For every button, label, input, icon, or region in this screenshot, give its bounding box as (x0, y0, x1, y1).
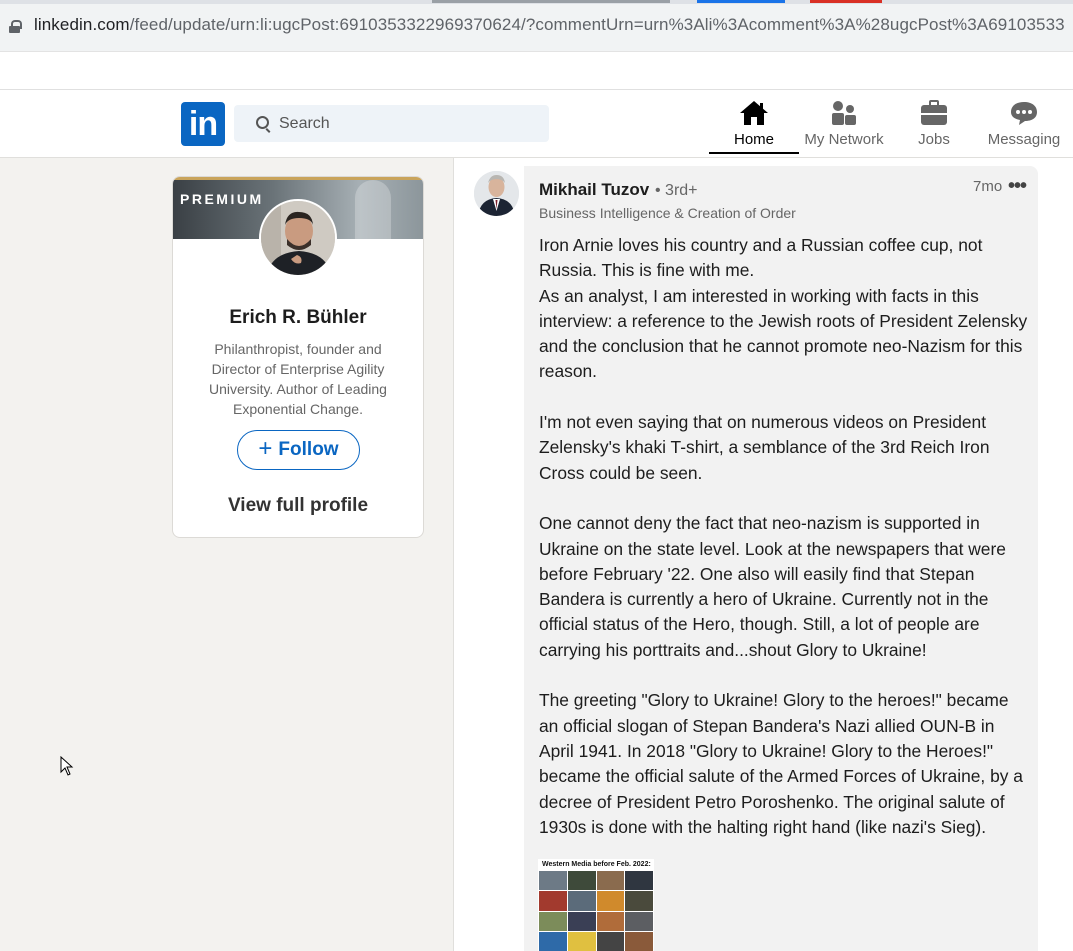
premium-badge: PREMIUM (180, 191, 264, 207)
follow-button[interactable] (237, 430, 360, 470)
search-box[interactable] (234, 105, 549, 142)
nav-home-label: Home (733, 131, 774, 148)
bookmarks-bar (0, 52, 1073, 90)
comment-paragraph: As an analyst, I am interested in working with facts in this interview: a reference to the Jewish roots of President Zelensky and the conclusion that he cannot promote neo-Nazism for this reason. (539, 285, 1028, 382)
nav-messaging-label: Messaging (987, 131, 1061, 148)
home-icon (739, 100, 769, 131)
comment-author-headline: Business Intelligence & Creation of Order (539, 205, 796, 221)
image-collage (539, 871, 653, 951)
people-icon (830, 100, 858, 131)
plus-icon: + (258, 435, 273, 462)
connection-degree: • 3rd+ (655, 182, 698, 199)
profile-card (172, 176, 424, 538)
url-text[interactable]: linkedin.com/feed/update/urn:li:ugcPost:6910353322969370624/?commentUrn=urn%3Ali%3Acomment%3A%28ugcPost%3A69103533 (34, 15, 1065, 34)
follow-label: Follow (278, 439, 339, 460)
comment-paragraph: One cannot deny the fact that neo-nazism is supported in Ukraine on the state level. Look at the newspapers that were before February '22. One also will easily find that Stepan Bandera is currently a hero of Ukraine. Currently not in the official status of the Hero, though. Still, a lot of people are carrying his porttraits and...shout Glory to Ukraine! (539, 513, 1006, 660)
nav-jobs[interactable] (889, 90, 979, 158)
profile-avatar[interactable] (259, 199, 337, 277)
comment-paragraph: The greeting "Glory to Ukraine! Glory to the heroes!" became an official slogan of Stepan Bandera's Nazi allied OUN-B in April 1941. In 2018 "Glory to Ukraine! Glory to the Heroes!" became the official salute of the Armed Forces of Ukraine, by a decree of President Petro Poroshenko. The original salute of 1930s is done with the halting right hand (like nazi's Sieg). (539, 690, 1023, 837)
nav-jobs-label: Jobs (918, 131, 950, 148)
browser-address-bar[interactable] (0, 0, 1073, 52)
comment-author-name[interactable]: Mikhail Tuzov (539, 180, 650, 199)
linkedin-logo[interactable]: in (181, 102, 225, 146)
comment-paragraph: I'm not even saying that on numerous videos on President Zelensky's khaki T-shirt, a semblance of the 3rd Reich Iron Cross could be seen. (539, 412, 990, 483)
lock-icon[interactable] (9, 20, 20, 33)
tab-indicator (432, 0, 670, 3)
profile-headline: Philanthropist, founder and Director of Enterprise Agility University. Author of Leading Exponential Change. (209, 341, 387, 417)
nav-my-network[interactable] (799, 90, 889, 158)
nav-my-network-label: My Network (804, 131, 884, 148)
chat-bubble-icon (1010, 100, 1038, 131)
search-icon (256, 116, 269, 129)
commenter-avatar[interactable] (474, 171, 519, 216)
comment-image-caption: Western Media before Feb. 2022: (542, 861, 651, 868)
profile-name[interactable]: Erich R. Bühler (229, 307, 367, 328)
comment-timestamp: 7mo (973, 178, 1003, 195)
nav-messaging[interactable] (979, 90, 1069, 158)
briefcase-icon (920, 100, 948, 131)
active-tab-underline (709, 152, 799, 154)
comment-image-thumbnail[interactable] (538, 859, 654, 951)
nav-home[interactable] (709, 90, 799, 158)
mouse-cursor-icon (60, 756, 74, 781)
view-full-profile-link[interactable]: View full profile (227, 495, 369, 516)
tab-indicator (810, 0, 882, 3)
more-options-icon[interactable]: ••• (1008, 175, 1027, 197)
tab-indicator (697, 0, 785, 3)
linkedin-header (0, 90, 1073, 158)
comment-paragraph: Iron Arnie loves his country and a Russian coffee cup, not Russia. This is fine with me. (539, 235, 983, 281)
search-input[interactable] (279, 105, 539, 142)
comment-text (539, 233, 1029, 840)
comment-bubble (524, 166, 1038, 951)
